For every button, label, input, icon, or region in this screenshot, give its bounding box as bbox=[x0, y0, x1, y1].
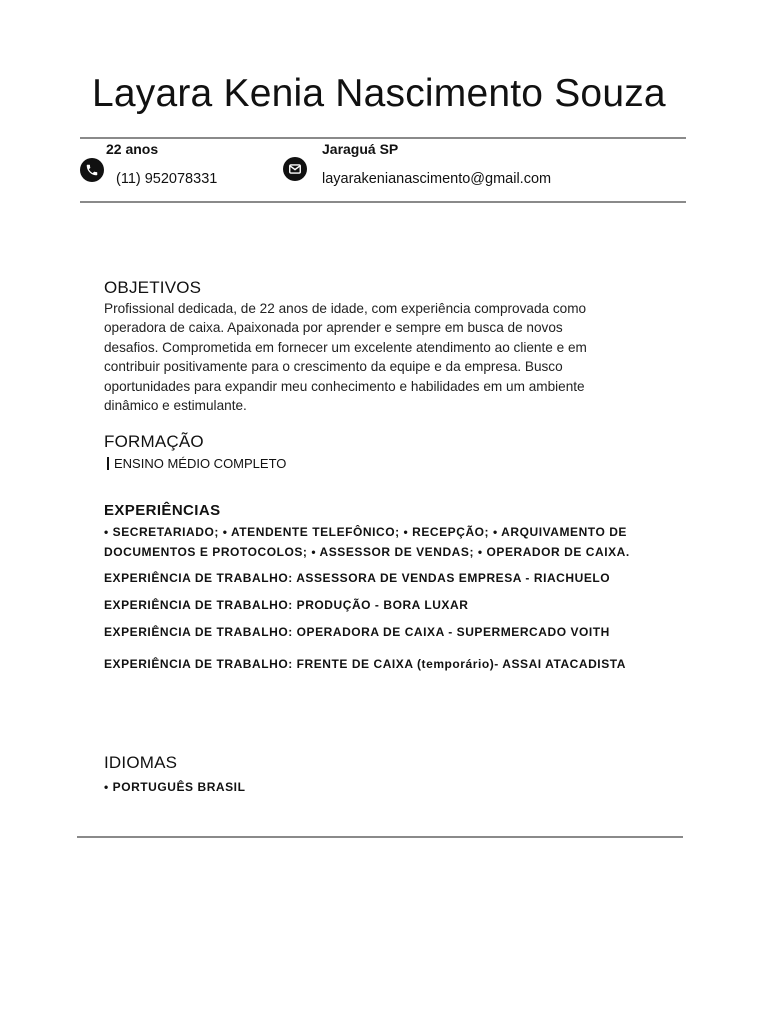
job-entry: EXPERIÊNCIA DE TRABALHO: PRODUÇÃO - BORA LUXAR bbox=[104, 598, 469, 612]
location-label: Jaraguá SP bbox=[322, 141, 399, 157]
footer-divider bbox=[77, 836, 683, 838]
resume-name: Layara Kenia Nascimento Souza bbox=[92, 72, 666, 115]
phone-icon bbox=[80, 158, 104, 182]
phone-number[interactable]: (11) 952078331 bbox=[116, 171, 218, 187]
objetivos-line: desafios. Comprometida em fornecer um excelente atendimento ao cliente e em bbox=[104, 339, 587, 355]
email-address[interactable]: layarakenianascimento@gmail.com bbox=[322, 171, 552, 187]
formacao-item: ENSINO MÉDIO COMPLETO bbox=[114, 456, 287, 471]
idiomas-item: • PORTUGUÊS BRASIL bbox=[104, 780, 246, 794]
formacao-bar-marker bbox=[107, 457, 109, 470]
skills-line: DOCUMENTOS E PROTOCOLOS; • ASSESSOR DE VENDAS; • OPERADOR DE CAIXA. bbox=[104, 545, 630, 559]
objetivos-paragraph bbox=[104, 299, 704, 415]
envelope-icon bbox=[283, 157, 307, 181]
idiomas-title: IDIOMAS bbox=[104, 753, 178, 772]
age-label: 22 anos bbox=[106, 141, 159, 157]
job-entry: EXPERIÊNCIA DE TRABALHO: OPERADORA DE CAIXA - SUPERMERCADO VOITH bbox=[104, 625, 610, 639]
objetivos-title: OBJETIVOS bbox=[104, 278, 202, 297]
objetivos-line: Profissional dedicada, de 22 anos de idade, com experiência comprovada como bbox=[104, 301, 587, 316]
skills-line: • SECRETARIADO; • ATENDENTE TELEFÔNICO; • RECEPÇÃO; • ARQUIVAMENTO DE bbox=[104, 525, 627, 539]
job-entry: EXPERIÊNCIA DE TRABALHO: FRENTE DE CAIXA (temporário)- ASSAI ATACADISTA bbox=[104, 657, 626, 671]
header-top-divider bbox=[80, 137, 686, 139]
objetivos-line: dinâmico e estimulante. bbox=[104, 398, 247, 414]
objetivos-line: contribuir positivamente para o crescimento da equipe e da empresa. Busco bbox=[104, 359, 563, 375]
objetivos-line: operadora de caixa. Apaixonada por aprender e sempre em busca de novos bbox=[104, 320, 563, 336]
header-bottom-divider bbox=[80, 201, 686, 203]
formacao-title: FORMAÇÃO bbox=[104, 432, 204, 451]
experiencias-title: EXPERIÊNCIAS bbox=[104, 502, 221, 519]
job-entry: EXPERIÊNCIA DE TRABALHO: ASSESSORA DE VENDAS EMPRESA - RIACHUELO bbox=[104, 571, 611, 585]
objetivos-line: oportunidades para expandir meu conhecimento e habilidades em um ambiente bbox=[104, 378, 585, 394]
